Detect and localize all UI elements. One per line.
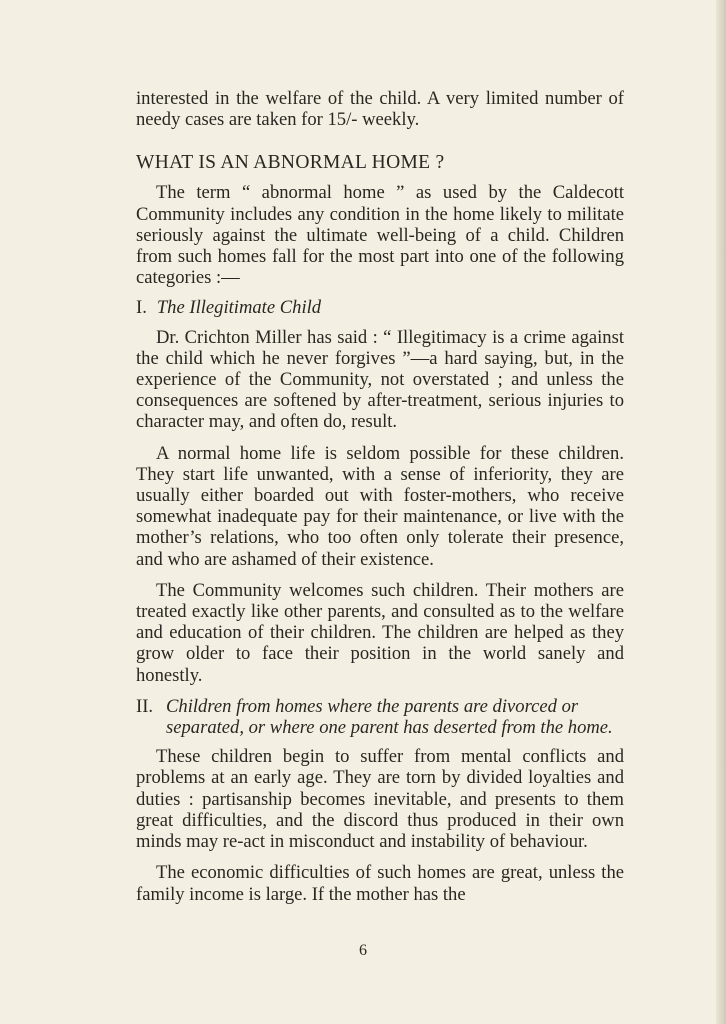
category-1-paragraph: The Community welcomes such children. Their mothers are treated exactly like other parents, and consulted as to the welfare and education of their children. The children are helped as they grow older to face their position in the world sanely and honestly.: [136, 579, 624, 686]
category-1-paragraph: Dr. Crichton Miller has said : “ Illegitimacy is a crime against the child which he never forgives ”—a hard saying, but, in the experience of the Community, not overstated ; and unless the consequences are softened by after-treatment, serious injuries to character may, and often do, result.: [136, 326, 624, 433]
category-1-title: The Illegitimate Child: [156, 297, 322, 319]
category-2-title: Children from homes where the parents are divorced or separated, or where one parent has deserted from the home.: [166, 695, 613, 739]
category-1-number: I.: [136, 297, 147, 319]
page-edge: [716, 0, 726, 1024]
category-2-heading: [136, 696, 624, 738]
page-number: 6: [359, 942, 367, 959]
intro-paragraph: The term “ abnormal home ” as used by the Caldecott Community includes any condition in the home likely to militate seriously against the ultimate well-being of a child. Children from such homes fall for the most part into one of the following categories :—: [136, 182, 624, 289]
category-1-heading: [136, 297, 624, 318]
opening-paragraph: interested in the welfare of the child. A very limited number of needy cases are taken for 15/- weekly.: [136, 88, 624, 131]
category-1-paragraph: A normal home life is seldom possible for these children. They start life unwanted, with a sense of inferiority, they are usually either boarded out with foster-mothers, who receive somewhat inadequate pay for their maintenance, or live with the mother’s relations, who too often only tolerate their presence, and who are ashamed of their existence.: [136, 442, 624, 570]
section-heading: WHAT IS AN ABNORMAL HOME ?: [136, 152, 445, 174]
category-2-paragraph: The economic difficulties of such homes are great, unless the family income is large. If the mother has the: [136, 862, 624, 905]
page-body: [136, 88, 624, 905]
category-2-number: II.: [136, 695, 154, 717]
category-2-paragraph: These children begin to suffer from mental conflicts and problems at an early age. They are torn by divided loyalties and duties : partisanship becomes inevitable, and presents to them great difficulties, and the discord thus produced in their own minds may re-act in misconduct and instability of behaviour.: [136, 746, 624, 853]
